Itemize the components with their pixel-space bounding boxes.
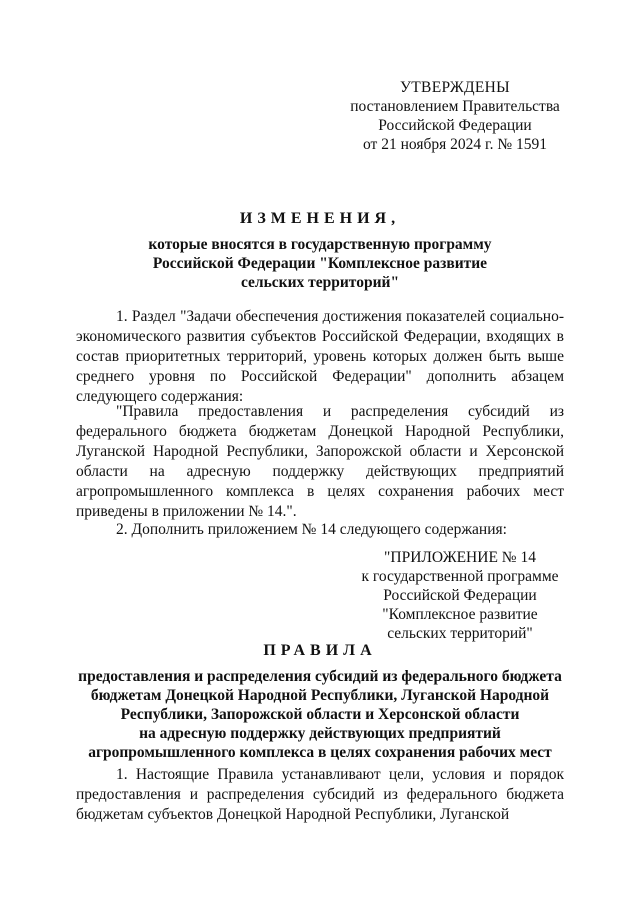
rules-sub-line-3: Республики, Запорожской области и Херсонской области <box>120 706 520 723</box>
rules-sub-line-4: на адресную поддержку действующих предприятий <box>139 725 501 742</box>
approval-block <box>340 78 570 154</box>
subtitle-line-3: сельских территорий" <box>240 274 400 291</box>
approval-line-2: Российской Федерации <box>378 117 532 134</box>
paragraph-4: 1. Настоящие Правила устанавливают цели, условия и порядок предоставления и распределения субсидий из федерального бюджета бюджетам субъектов Донецкой Народной Республики, Луганской <box>76 766 564 823</box>
paragraph-2: "Правила предоставления и распределения субсидий из федерального бюджета бюджетам Донецкой Народной Республики, Луганской Народной Республики, Запорожской области и Херсонской области на адресную поддержку действующих предприятий агропромышленного комплекса в целях сохранения рабочих мест приведены в приложении № 14.". <box>76 403 564 520</box>
document-title: ИЗМЕНЕНИЯ, <box>239 210 401 227</box>
paragraph-3-block <box>76 520 564 540</box>
paragraph-3: 2. Дополнить приложением № 14 следующего содержания: <box>116 521 507 538</box>
paragraph-2-block <box>76 402 564 522</box>
paragraph-1-block <box>76 307 564 407</box>
appendix-line-2: к государственной программе <box>361 568 559 585</box>
rules-title: ПРАВИЛА <box>263 642 377 659</box>
paragraph-1: 1. Раздел "Задачи обеспечения достижения показателей социально-экономического развития субъектов Российской Федерации, входящих в состав приоритетных территорий, уровень которых должен быть выше среднего уровня по Российской Федерации" дополнить абзацем следующего содержания: <box>76 308 564 405</box>
rules-sub-line-1: предоставления и распределения субсидий из федерального бюджета <box>78 668 562 685</box>
document-subtitle <box>60 235 580 292</box>
appendix-header <box>350 548 570 643</box>
approval-heading: УТВЕРЖДЕНЫ <box>400 79 510 96</box>
appendix-line-3: Российской Федерации <box>383 587 537 604</box>
paragraph-4-block <box>76 765 564 825</box>
appendix-line-4: "Комплексное развитие <box>382 606 538 623</box>
rules-sub-line-2: бюджетам Донецкой Народной Республики, Луганской Народной <box>90 687 550 704</box>
subtitle-line-2: Российской Федерации "Комплексное развитие <box>152 255 488 272</box>
subtitle-line-1: которые вносятся в государственную программу <box>148 236 492 253</box>
appendix-line-1: "ПРИЛОЖЕНИЕ № 14 <box>384 549 536 566</box>
rules-sub-line-5: агропромышленного комплекса в целях сохранения рабочих мест <box>88 744 552 761</box>
approval-line-3: от 21 ноября 2024 г. № 1591 <box>363 136 547 153</box>
approval-line-1: постановлением Правительства <box>350 98 560 115</box>
rules-subtitle <box>60 667 580 762</box>
appendix-line-5: сельских территорий" <box>387 625 533 642</box>
